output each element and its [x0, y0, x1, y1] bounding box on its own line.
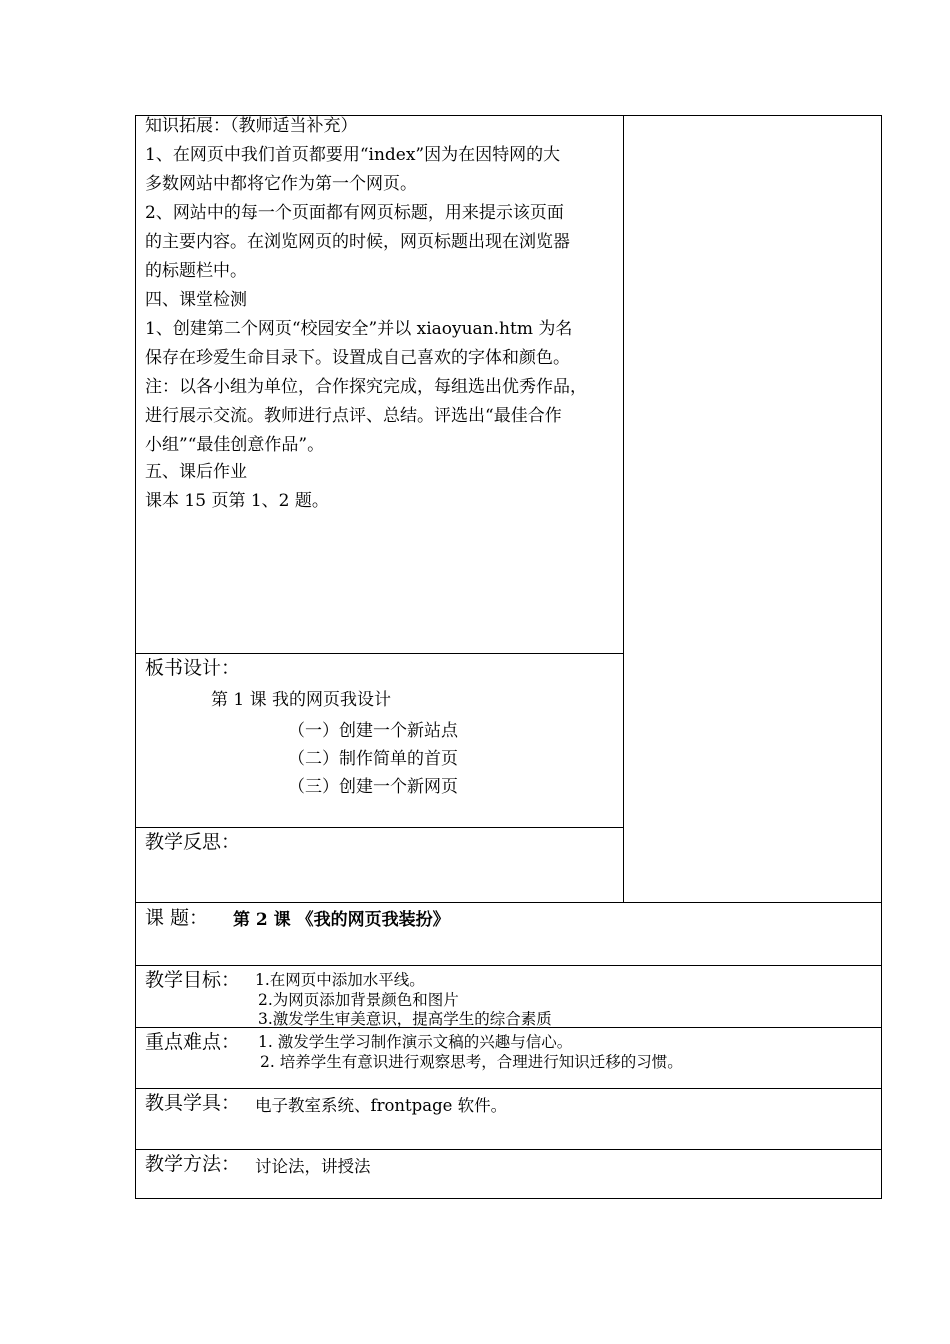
text-line: 2、网站中的每一个页面都有网页标题，用来提示该页面	[145, 203, 564, 223]
board-design-label: 板书设计：	[145, 657, 241, 679]
board-item: （二）制作简单的首页	[288, 749, 458, 769]
text-line: 的主要内容。在浏览网页的时候，网页标题出现在浏览器	[145, 232, 570, 252]
goal-item: 2.为网页添加背景颜色和图片	[258, 991, 459, 1009]
key-point-item: 1. 激发学生学习制作演示文稿的兴趣与信心。	[258, 1033, 573, 1051]
row-divider-tools	[135, 1088, 882, 1089]
text-line: 课本 15 页第 1、2 题。	[145, 491, 329, 511]
goal-item: 3.激发学生审美意识，提高学生的综合素质	[258, 1010, 552, 1028]
board-title: 第 1 课 我的网页我设计	[211, 690, 392, 710]
tools-value: 电子教室系统、frontpage 软件。	[255, 1096, 508, 1115]
board-item: （一）创建一个新站点	[288, 721, 458, 741]
row-divider-goals	[135, 965, 882, 966]
topic-value: 第 2 课 《我的网页我装扮》	[233, 910, 450, 930]
text-line: 知识拓展：（教师适当补充）	[145, 116, 358, 136]
board-item: （三）创建一个新网页	[288, 777, 458, 797]
text-line: 的标题栏中。	[145, 261, 247, 281]
text-line: 多数网站中都将它作为第一个网页。	[145, 174, 417, 194]
goal-item: 1.在网页中添加水平线。	[255, 971, 425, 989]
text-line: 1、创建第二个网页“校园安全”并以 xiaoyuan.htm 为名	[145, 319, 573, 339]
text-line: 注：以各小组为单位，合作探究完成，每组选出优秀作品，	[145, 377, 587, 397]
topic-label: 课 题：	[145, 907, 209, 929]
goals-label: 教学目标：	[145, 969, 241, 991]
key-points-label: 重点难点：	[145, 1031, 241, 1053]
text-line: 小组”“最佳创意作品”。	[145, 435, 325, 455]
methods-label: 教学方法：	[145, 1153, 241, 1175]
table-border-right	[881, 115, 882, 1199]
text-line: 进行展示交流。教师进行点评、总结。评选出“最佳合作	[145, 406, 562, 426]
table-border-bottom	[135, 1198, 882, 1199]
row-divider-topic	[135, 902, 882, 903]
table-border-left	[135, 115, 136, 1199]
tools-label: 教具学具：	[145, 1092, 241, 1114]
column-divider	[623, 115, 624, 902]
reflection-label: 教学反思：	[145, 831, 241, 853]
methods-value: 讨论法，讲授法	[255, 1157, 371, 1176]
lesson-plan-table	[135, 115, 882, 1199]
text-line: 1、在网页中我们首页都要用“index”因为在因特网的大	[145, 145, 561, 165]
text-line: 五、课后作业	[145, 462, 247, 482]
key-point-item: 2. 培养学生有意识进行观察思考，合理进行知识迁移的习惯。	[260, 1053, 683, 1071]
row-divider-methods	[135, 1149, 882, 1150]
text-line: 四、课堂检测	[145, 290, 247, 310]
text-line: 保存在珍爱生命目录下。设置成自己喜欢的字体和颜色。	[145, 348, 570, 368]
